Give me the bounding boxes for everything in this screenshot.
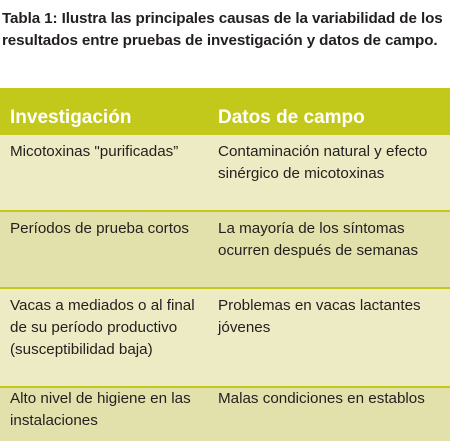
table-cell: Contaminación natural y efecto sinérgico de micotoxinas: [218, 143, 428, 182]
header-investigacion: Investigación: [10, 107, 132, 128]
table-cell: La mayoría de los síntomas ocurren después de semanas: [218, 220, 419, 259]
table-row: [0, 388, 450, 446]
table-row: [0, 212, 450, 287]
header-datos-de-campo: Datos de campo: [218, 107, 365, 128]
table-cell: Vacas a mediados o al final de su período productivo (susceptibilidad baja): [10, 297, 195, 358]
table-cell: Malas condiciones en establos: [218, 390, 425, 407]
table-cell: Períodos de prueba cortos: [10, 220, 189, 237]
table-row: [0, 135, 450, 210]
table-cell: Micotoxinas "purificadas”: [10, 143, 179, 160]
comparison-table: [0, 88, 450, 441]
table-cell: Problemas en vacas lactantes jóvenes: [218, 297, 421, 336]
table-row: [0, 289, 450, 386]
table-cell: Alto nivel de higiene en las instalaciones: [10, 390, 191, 429]
table-header-row: [0, 93, 450, 135]
table-caption: Tabla 1: Ilustra las principales causas de la variabilidad de los resultados entre pruebas de investigación y datos de campo.: [2, 10, 443, 49]
